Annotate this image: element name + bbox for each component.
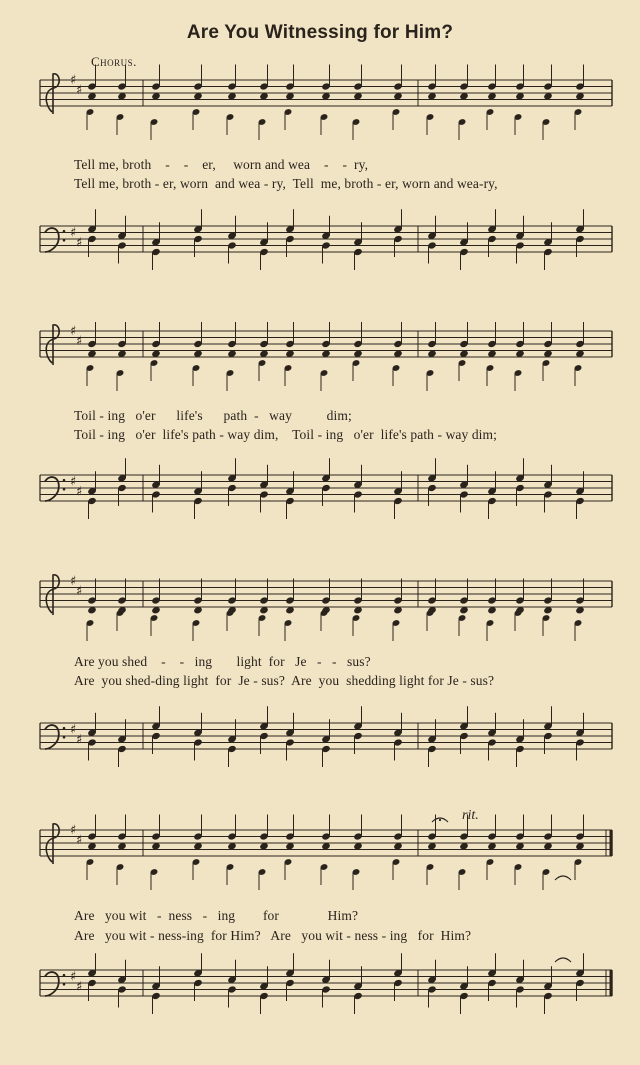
lyric-line: Toil - ing o'er life's path - way dim; [74, 408, 352, 423]
sharp-icon: ♯ [76, 82, 83, 98]
sharp-icon: ♯ [76, 235, 83, 251]
sharp-icon: ♯ [70, 823, 77, 838]
sharp-icon: ♯ [76, 832, 83, 848]
bass-clef-icon [45, 477, 59, 501]
bass-clef-icon [45, 725, 59, 749]
sharp-icon: ♯ [70, 722, 77, 738]
sharp-icon: ♯ [70, 225, 77, 241]
bass-clef-icon [63, 736, 66, 739]
ritardando-marking: rit. [462, 808, 479, 823]
fermata-icon [555, 958, 571, 962]
bass-clef-icon [45, 972, 59, 996]
bass-clef-icon [63, 983, 66, 986]
lyric-line: Are you wit - ness-ing for Him? Are you wit - ness - ing for Him? [74, 928, 472, 943]
hymn-title: Are You Witnessing for Him? [186, 22, 454, 43]
sharp-icon: ♯ [76, 979, 83, 995]
sharp-icon: ♯ [76, 732, 83, 748]
bass-clef-icon [63, 974, 66, 977]
lyric-line: Toil - ing o'er life's path - way dim, Toil - ing o'er life's path - way dim; [74, 427, 497, 442]
lyric-line: Tell me, broth - er, worn and wea - ry, Tell me, broth - er, worn and wea-ry, [74, 176, 498, 191]
sharp-icon: ♯ [70, 574, 77, 589]
lyric-line: Are you shed-ding light for Je - sus? Are you shedding light for Je - sus? [74, 673, 495, 688]
fermata-icon [439, 819, 441, 821]
bass-clef-icon [63, 488, 66, 491]
sharp-icon: ♯ [76, 583, 83, 599]
lyric-line: Are you shed - - ing light for Je - - sus? [74, 654, 371, 669]
lyric-line: Are you wit - ness - ing for Him? [74, 908, 359, 923]
bass-clef-icon [63, 239, 66, 242]
sharp-icon: ♯ [70, 474, 77, 490]
sharp-icon: ♯ [76, 484, 83, 500]
sharp-icon: ♯ [70, 324, 77, 339]
bass-clef-icon [63, 727, 66, 730]
fermata-icon [555, 876, 571, 880]
lyric-line: Tell me, broth - - er, worn and wea - - ry, [74, 157, 369, 172]
sharp-icon: ♯ [70, 969, 77, 985]
bass-clef-icon [63, 479, 66, 482]
chorus-label: Chorus. [91, 54, 137, 69]
bass-clef-icon [63, 230, 66, 233]
bass-clef-icon [45, 228, 59, 252]
sharp-icon: ♯ [76, 333, 83, 349]
sharp-icon: ♯ [70, 73, 77, 88]
